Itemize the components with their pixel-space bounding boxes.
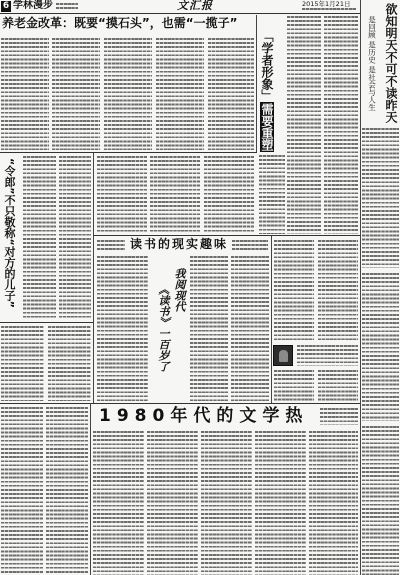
article-body-text [147,431,198,575]
literature-headline: 1980年代的文学热 [99,406,309,426]
article-body-text [232,240,268,251]
article-body-text [93,431,144,575]
article-body-text [255,431,306,575]
section-rule [94,235,360,236]
column-rule [360,0,361,575]
article-body-text [324,16,358,234]
article-body-text [97,256,148,401]
scholar-headline [261,30,273,152]
editor-credit-text [56,3,78,9]
article-body-text [97,240,125,251]
column-rule [256,15,257,152]
masthead: 文汇报 [177,0,213,12]
article-body-text [208,38,254,150]
yesterday-subtitle: 是回顾 是历史 是社会与人生 [367,16,377,111]
column-rule [93,153,94,403]
page-number: 6 [2,1,10,11]
article-body-text [204,156,254,233]
dushu-headline-col2: 《读书》一百岁了 [157,284,170,372]
article-body-text [259,155,285,234]
article-body-text [274,240,314,341]
linglang-headline: “令郎”不只敬称“对方的儿子” [3,158,16,308]
pension-headline: 养老金改革：既要“摸石头”，也需“一揽子” [2,16,238,30]
article-body-text [318,240,358,341]
article-body-text [362,128,399,268]
article-photo [273,345,293,366]
article-body-text [309,431,358,575]
reading-headline: 读书的现实趣味 [130,237,229,251]
article-body-text [231,256,269,401]
article-body-text [1,326,44,401]
section-title: 学林漫步 [13,0,53,11]
article-body-text [52,38,100,150]
article-body-text [320,408,358,425]
article-body-text [104,38,152,150]
section-rule [0,152,257,153]
article-body-text [201,431,252,575]
article-body-text [318,370,358,401]
article-body-text [46,407,88,575]
issue-info-text [302,8,356,12]
article-body-text [23,156,56,320]
dushu-headline-col1: 我阅现代 [173,268,186,312]
article-body-text [150,156,200,233]
column-rule [90,403,91,575]
scholar-headline-quoted: 「学者形象」 [260,30,274,102]
article-body-text [190,256,228,401]
column-rule [271,236,272,403]
article-body-text [362,273,399,421]
section-rule [0,403,360,404]
article-body-text [287,16,321,234]
article-body-text [48,326,91,401]
article-body-text [274,370,314,401]
article-body-text [297,345,358,366]
article-body-text [1,407,43,575]
article-body-text [59,156,91,320]
article-body-text [1,38,49,150]
article-body-text [362,426,399,575]
scholar-headline-boxed: 需要重塑 [260,103,274,151]
article-body-text [97,156,147,233]
issue-date: 2015年1月21日 [302,0,351,8]
yesterday-headline: 欲知明天不可不读昨天 [384,3,398,123]
section-rule [0,322,93,323]
article-body-text [156,38,204,150]
header-rule [0,13,360,14]
